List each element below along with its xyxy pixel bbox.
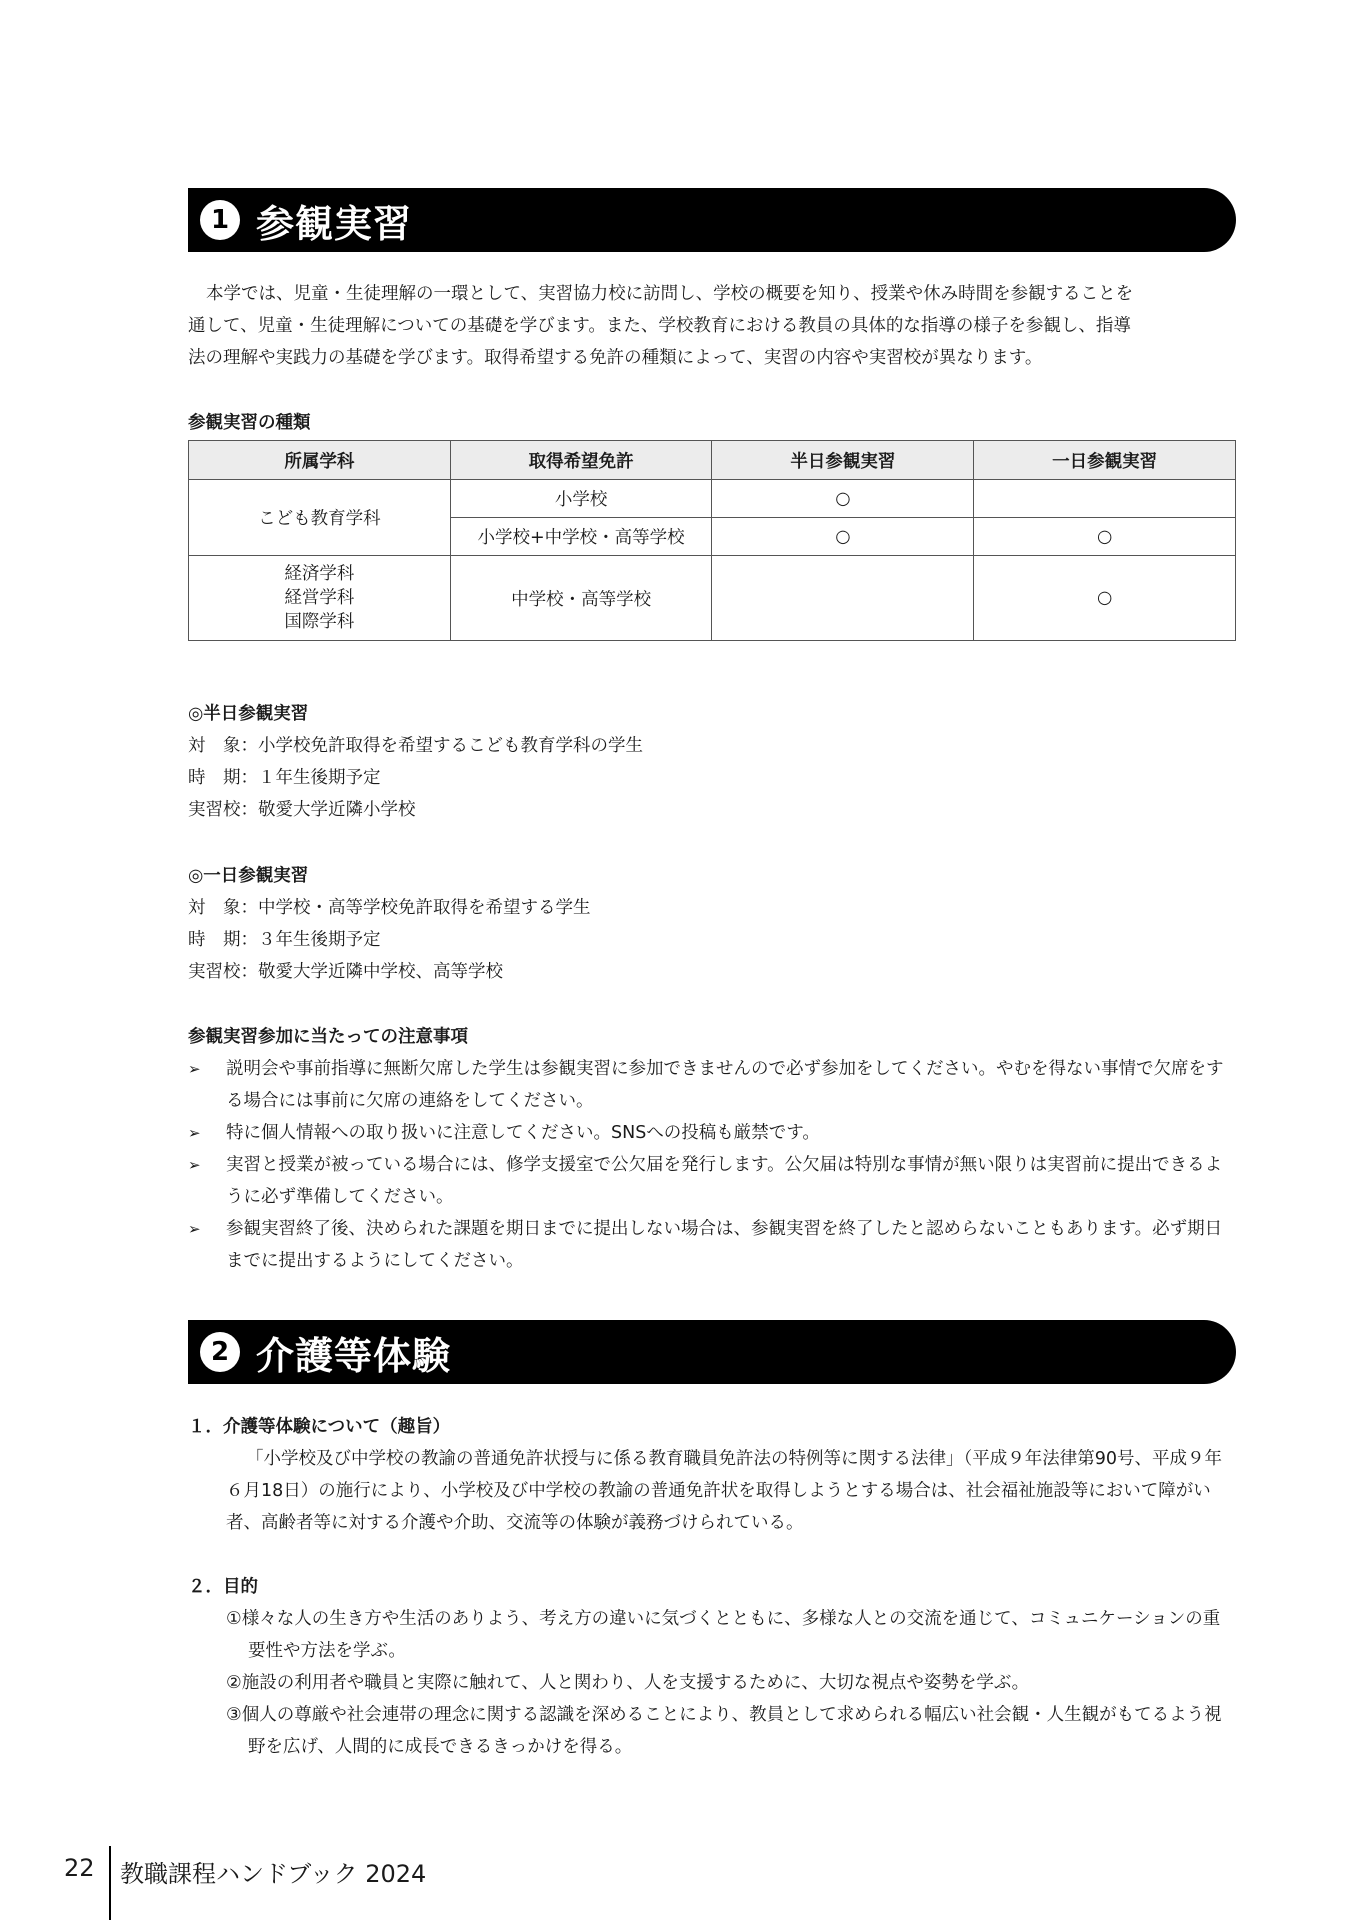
department-economics: 経済学科: [284, 564, 355, 584]
cell-half-day: ○: [712, 518, 974, 556]
purpose-item: ①様々な人の生き方や生活のありよう、考え方の違いに気づくとともに、多様な人との交流を通じて、コミュニケーションの重要性や方法を学ぶ。: [226, 1609, 1221, 1661]
full-day-school: 実習校：敬愛大学近隣中学校、高等学校: [188, 962, 503, 982]
arrow-bullet-icon: ➢: [188, 1060, 201, 1078]
list-item: ➢ 説明会や事前指導に無断欠席した学生は参観実習に参加できませんので必ず参加をしてください。やむを得ない事情で欠席をする場合には事前に欠席の連絡をしてください。: [188, 1053, 1238, 1117]
table-row: [189, 480, 1236, 518]
item-2-heading: ２．目的: [188, 1577, 258, 1597]
section-1-banner: [188, 188, 1236, 252]
arrow-bullet-icon: ➢: [188, 1220, 201, 1238]
half-day-school: 実習校：敬愛大学近隣小学校: [188, 800, 416, 820]
footer-divider: [109, 1846, 111, 1920]
department-management: 経営学科: [284, 588, 355, 608]
cell-license: 中学校・高等学校: [450, 556, 712, 641]
cell-half-day: [712, 556, 974, 641]
item-1-text: 「小学校及び中学校の教諭の普通免許状授与に係る教育職員免許法の特例等に関する法律」（平成９年法律第90号、平成９年６月18日）の施行により、小学校及び中学校の教諭の普通免許状を取得しようとする場合は、社会福祉施設等において障がい者、高齢者等に対する介護や介助、交流等の体験が義務づけられている。: [226, 1449, 1223, 1533]
half-day-target: 対 象：小学校免許取得を希望するこども教育学科の学生: [188, 736, 643, 756]
list-item: ➢ 実習と授業が被っている場合には、修学支援室で公欠届を発行します。公欠届は特別な事情が無い限りは実習前に提出できるように必ず準備してください。: [188, 1149, 1238, 1213]
full-day-block: [188, 860, 591, 988]
section-1-intro: [188, 278, 1238, 374]
cell-license: 小学校+中学校・高等学校: [450, 518, 712, 556]
observation-types-table: [188, 440, 1236, 641]
header-half-day: 半日参観実習: [712, 441, 974, 480]
list-item: ➢ 特に個人情報への取り扱いに注意してください。SNSへの投稿も厳禁です。: [188, 1117, 1238, 1149]
table-row: [189, 556, 1236, 641]
half-day-block: [188, 698, 643, 826]
intro-line-2: 通して、児童・生徒理解についての基礎を学びます。また、学校教育における教員の具体的な指導の様子を参観し、指導: [188, 316, 1131, 336]
purpose-list: [226, 1603, 1236, 1763]
page-number: 22: [64, 1854, 95, 1882]
department-international: 国際学科: [284, 612, 355, 632]
cell-license: 小学校: [450, 480, 712, 518]
section-2-title: 介護等体験: [256, 1333, 452, 1378]
arrow-bullet-icon: ➢: [188, 1124, 201, 1142]
table-caption: 参観実習の種類: [188, 413, 311, 433]
purpose-item: ②施設の利用者や職員と実際に触れて、人と関わり、人を支援するために、大切な視点や姿勢を学ぶ。: [226, 1673, 1030, 1693]
full-day-heading: ◎一日参観実習: [188, 866, 309, 886]
cell-half-day: ○: [712, 480, 974, 518]
notes-list: [188, 1053, 1238, 1277]
section-2-number-badge: 2: [200, 1332, 240, 1372]
cell-full-day: [974, 480, 1236, 518]
section-1-title: 参観実習: [256, 201, 413, 246]
header-license: 取得希望免許: [450, 441, 712, 480]
full-day-target: 対 象：中学校・高等学校免許取得を希望する学生: [188, 898, 591, 918]
section-2-banner: [188, 1320, 1236, 1384]
half-day-period: 時 期：１年生後期予定: [188, 768, 381, 788]
intro-line-1: 本学では、児童・生徒理解の一環として、実習協力校に訪問し、学校の概要を知り、授業や休み時間を参観することを: [206, 284, 1134, 304]
table-header-row: [189, 441, 1236, 480]
notes-heading: 参観実習参加に当たっての注意事項: [188, 1027, 468, 1047]
cell-full-day: ○: [974, 556, 1236, 641]
intro-line-3: 法の理解や実践力の基礎を学びます。取得希望する免許の種類によって、実習の内容や実習校が異なります。: [188, 348, 1043, 368]
section-1-number-badge: 1: [200, 200, 240, 240]
header-department: 所属学科: [189, 441, 451, 480]
cell-departments: [189, 556, 451, 641]
cell-department: こども教育学科: [189, 480, 451, 556]
book-title: 教職課程ハンドブック 2024: [120, 1860, 427, 1888]
cell-full-day: ○: [974, 518, 1236, 556]
half-day-heading: ◎半日参観実習: [188, 704, 309, 724]
arrow-bullet-icon: ➢: [188, 1156, 201, 1174]
full-day-period: 時 期：３年生後期予定: [188, 930, 381, 950]
list-item: ➢ 参観実習終了後、決められた課題を期日までに提出しない場合は、参観実習を終了したと認めらないこともあります。必ず期日までに提出するようにしてください。: [188, 1213, 1238, 1277]
item-1-heading: １．介護等体験について（趣旨）: [188, 1417, 451, 1437]
purpose-item: ③個人の尊厳や社会連帯の理念に関する認識を深めることにより、教員として求められる幅広い社会観・人生観がもてるよう視野を広げ、人間的に成長できるきっかけを得る。: [226, 1705, 1222, 1757]
header-full-day: 一日参観実習: [974, 441, 1236, 480]
